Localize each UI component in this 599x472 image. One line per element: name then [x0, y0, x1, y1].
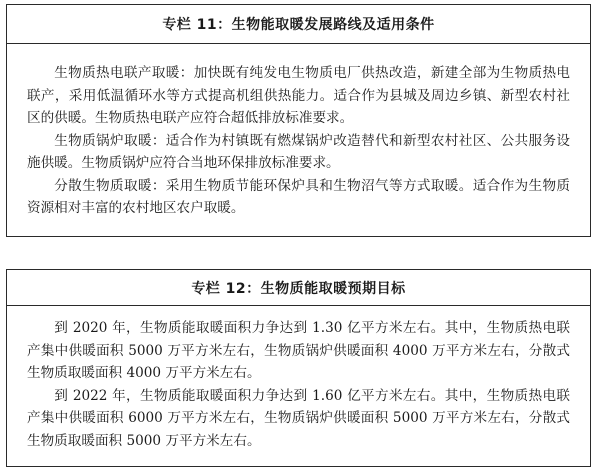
sidebar-box-12: [6, 269, 591, 467]
sidebar-box-11: [6, 4, 591, 237]
paragraph-text: 采用生物质节能环保炉具和生物沼气等方式取暖。适合作为生物质资源相对丰富的农村地区农户取暖。: [27, 177, 571, 216]
paragraph-target-2022: 到 2022 年，生物质能取暖面积力争达到 1.60 亿平方米左右。其中，生物质热电联产集中供暖面积 6000 万平方米左右，生物质锅炉供暖面积 5000 万平方米左右，分散式生物质取暖面积 5000 万平方米左右。: [27, 387, 570, 449]
box-11-title: 专栏 11：生物能取暖发展路线及适用条件: [7, 5, 590, 44]
paragraph-distributed-biomass-heating: [27, 175, 570, 220]
term-label: 生物质热电联产取暖：: [54, 65, 194, 81]
paragraph-text: 适合作为村镇既有燃煤锅炉改造替代和新型农村社区、公共服务设施供暖。生物质锅炉应符合当地环保排放标准要求。: [27, 132, 571, 171]
paragraph-biomass-chp-heating: [27, 62, 570, 130]
term-label: 生物质锅炉取暖：: [54, 132, 166, 149]
box-12-body: [7, 306, 590, 452]
paragraph-text: 加快既有纯发电生物质电厂供热改造，新建全部为生物质热电联产，采用低温循环水等方式提高机组供热能力。适合作为县城及周边乡镇、新型农村社区的供暖。生物质热电联产应符合超低排放标准要求。: [27, 65, 571, 126]
paragraph-biomass-boiler-heating: [27, 130, 570, 175]
box-12-title: 专栏 12：生物质能取暖预期目标: [7, 270, 590, 306]
term-label: 分散生物质取暖：: [54, 177, 166, 194]
box-11-body: [7, 44, 590, 220]
paragraph-target-2020: 到 2020 年，生物质能取暖面积力争达到 1.30 亿平方米左右。其中，生物质热电联产集中供暖面积 5000 万平方米左右，生物质锅炉供暖面积 4000 万平方米左右，分散式生物质取暖面积 4000 万平方米左右。: [27, 320, 570, 381]
